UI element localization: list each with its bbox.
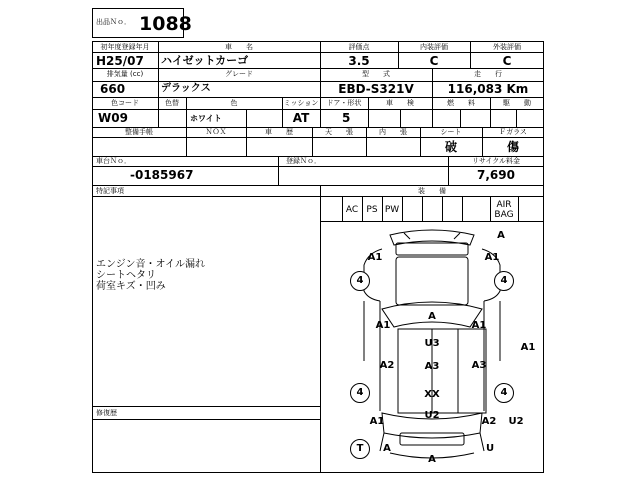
car-name-label: 車 名 bbox=[225, 43, 253, 51]
damage-mark: U bbox=[485, 443, 495, 454]
mission-value: AT bbox=[292, 111, 310, 125]
damage-mark: XX bbox=[424, 389, 440, 400]
lot-number-value: 1088 bbox=[139, 13, 192, 35]
damage-mark: A3 bbox=[424, 361, 440, 372]
repair-history-label: 修復歴 bbox=[96, 409, 117, 417]
nox-label: ＮＯＸ bbox=[205, 128, 227, 136]
remarks-label: 特記事項 bbox=[96, 187, 124, 195]
damage-mark: A2 bbox=[481, 416, 497, 427]
chassis-number-label: 車台Ｎｏ． bbox=[96, 157, 131, 165]
seat-label: シート bbox=[440, 128, 462, 136]
wheel-front-left: 4 bbox=[350, 271, 370, 291]
damage-mark: A2 bbox=[379, 360, 395, 371]
color-label: 色 bbox=[230, 99, 238, 107]
model-label: 型 式 bbox=[362, 70, 390, 78]
recycle-fee-value: 7,690 bbox=[477, 168, 515, 182]
wheel-rear-right: 4 bbox=[494, 383, 514, 403]
color-value: ホワイト bbox=[190, 114, 222, 123]
mileage-value: 116,083 Km bbox=[447, 82, 529, 96]
damage-mark: A3 bbox=[471, 360, 487, 371]
equipment-label: 装 備 bbox=[418, 187, 446, 195]
mileage-label: 走 行 bbox=[474, 70, 502, 78]
damage-mark: U3 bbox=[424, 338, 440, 349]
displacement-label: 排気量 (cc) bbox=[106, 70, 144, 78]
vehicle-history-label: 車 歴 bbox=[265, 128, 293, 136]
damage-mark: A1 bbox=[367, 252, 383, 263]
year-value: H25/07 bbox=[96, 54, 144, 68]
equipment-ac: AC bbox=[345, 205, 359, 215]
color-change-label: 色替 bbox=[165, 99, 179, 107]
damage-mark: A bbox=[497, 230, 505, 241]
windshield-value: 傷 bbox=[506, 140, 519, 154]
damage-mark: U2 bbox=[424, 410, 440, 421]
damage-mark: A1 bbox=[484, 252, 500, 263]
damage-mark: A1 bbox=[471, 320, 487, 331]
score-value: 3.5 bbox=[348, 54, 370, 68]
year-label: 初年度登録年月 bbox=[100, 43, 150, 51]
wheel-front-right: 4 bbox=[494, 271, 514, 291]
door-value: 5 bbox=[342, 111, 351, 125]
model-value: EBD-S321V bbox=[338, 82, 414, 96]
damage-mark: A bbox=[383, 443, 391, 454]
displacement-value: 660 bbox=[100, 82, 126, 96]
equipment-airbag: AIR BAG bbox=[494, 200, 514, 220]
service-manual-label: 整備手帳 bbox=[125, 128, 153, 136]
damage-mark: A bbox=[428, 454, 436, 465]
roof-lining-label: 天 張 bbox=[325, 128, 353, 136]
color-code-value: W09 bbox=[98, 111, 128, 125]
damage-mark: A1 bbox=[520, 342, 536, 353]
score-label: 評価点 bbox=[348, 43, 370, 51]
recycle-fee-label: リサイクル料金 bbox=[471, 157, 521, 165]
wheel-rear-left: 4 bbox=[350, 383, 370, 403]
color-code-label: 色コード bbox=[111, 99, 139, 107]
lot-number-label: 出品Ｎｏ． bbox=[96, 18, 131, 26]
exterior-grade-value: C bbox=[502, 54, 512, 68]
damage-mark: A1 bbox=[375, 320, 391, 331]
equipment-ps: PS bbox=[366, 205, 378, 215]
grade-label: グレード bbox=[225, 70, 253, 78]
chassis-number-value: -0185967 bbox=[130, 168, 194, 182]
damage-mark: A1 bbox=[369, 416, 385, 427]
exterior-grade-label: 外装評価 bbox=[493, 43, 521, 51]
mission-label: ミッション bbox=[283, 99, 319, 107]
damage-mark: U2 bbox=[508, 416, 524, 427]
windshield-label: Ｆガラス bbox=[499, 128, 527, 136]
interior-grade-value: C bbox=[429, 54, 439, 68]
grade-value: デラックス bbox=[161, 83, 211, 94]
remark-line: エンジン音・オイル漏れ bbox=[96, 259, 205, 270]
interior-grade-label: 内装評価 bbox=[420, 43, 448, 51]
lot-number-box bbox=[92, 8, 192, 38]
seat-value: 破 bbox=[444, 140, 457, 154]
drive-label: 駆 動 bbox=[503, 99, 531, 107]
equipment-pw: PW bbox=[384, 205, 400, 215]
door-label: ドア・形状 bbox=[326, 99, 362, 107]
tire-mark-circle: T bbox=[350, 439, 370, 459]
damage-mark: A bbox=[428, 311, 436, 322]
inspection-label: 車 検 bbox=[386, 99, 414, 107]
car-name-value: ハイゼットカーゴ bbox=[161, 54, 249, 67]
fuel-label: 燃 料 bbox=[447, 99, 475, 107]
registration-number-label: 登録Ｎｏ． bbox=[286, 157, 321, 165]
interior-trim-label: 内 張 bbox=[379, 128, 407, 136]
remark-line: シートヘタリ bbox=[96, 270, 156, 281]
remark-line: 荷室キズ・凹み bbox=[96, 281, 166, 292]
